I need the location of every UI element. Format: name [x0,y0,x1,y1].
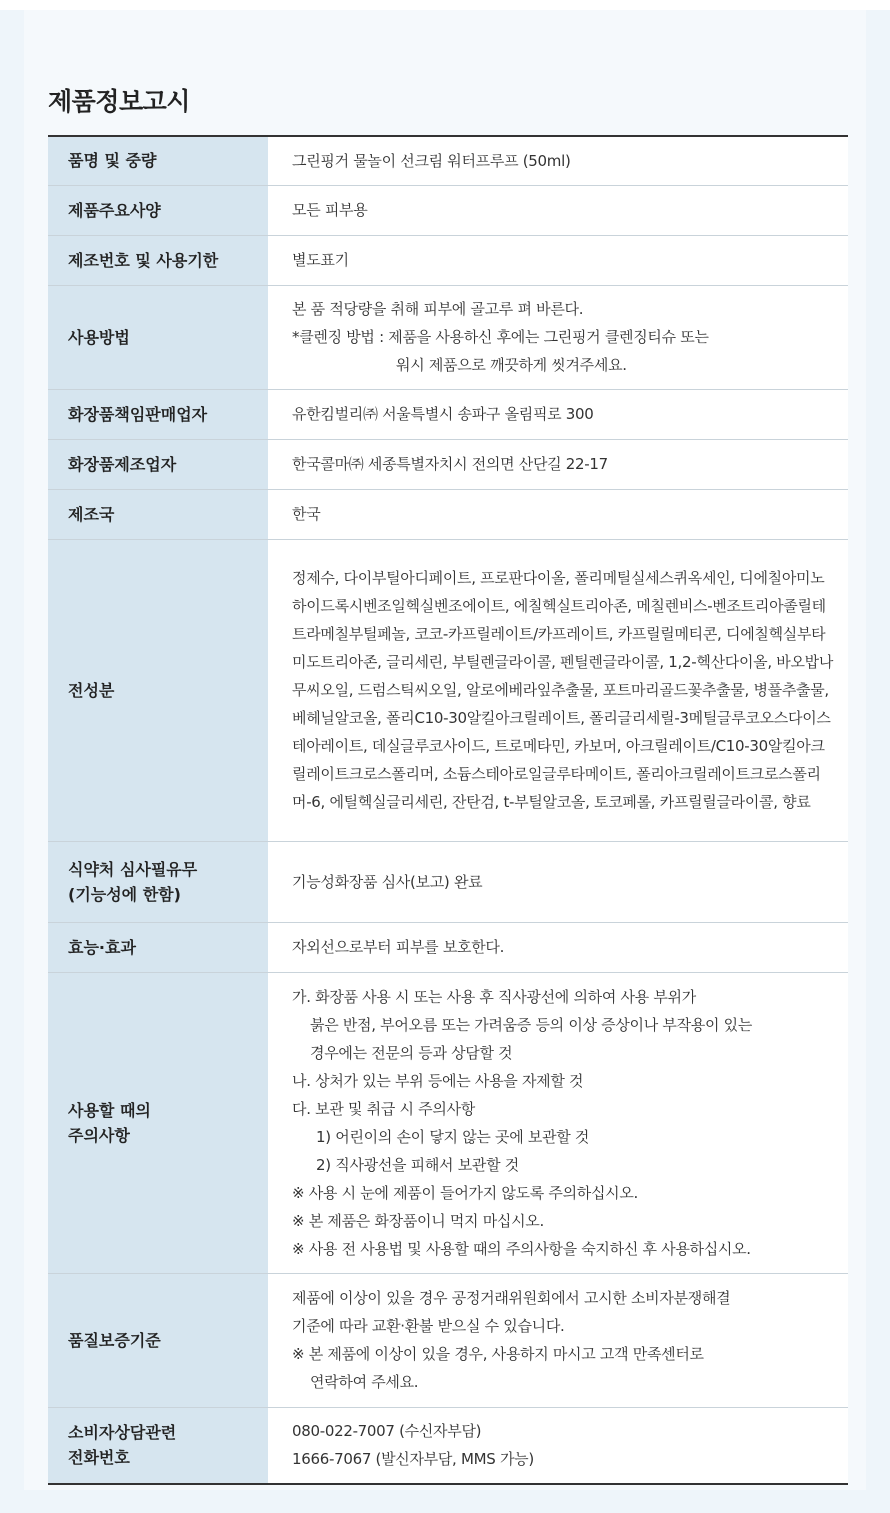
table-row-quality [48,1273,848,1407]
table-row-name [48,136,848,185]
quality-line: ※ 본 제품에 이상이 있을 경우, 사용하지 마시고 고객 만족센터로 [292,1345,704,1363]
contact-phone: 1666-7067 (발신자부담, MMS 가능) [292,1450,534,1469]
row-value: 정제수, 다이부틸아디페이트, 프로판다이올, 폴리메틸실세스퀴옥세인, 디에칠아미노하이드록시벤조일헥실벤조에이트, 에칠헥실트리아존, 메칠렌비스-벤조트리아졸릴테트라메칠부틸페놀, 코코-카프릴레이트/카프레이트, 카프릴릴메티콘, 디에칠헥실부타미도트리아존, 글리세린, 부틸렌글라이콜, 펜틸렌글라이콜, 1,2-헥산다이올, 바오밥나무씨오일, 드럼스틱씨오일, 알로에베라잎추출물, 포트마리골드꽃추출물, 병풀추출물, 베헤닐알코올, 폴리C10-30알킬아크릴레이트, 폴리글리세릴-3메틸글루코오스다이스테아레이트, 데실글루코사이드, 트로메타민, 카보머, 아크릴레이트/C10-30알킬아크릴레이트크로스폴리머, 소듐스테아로일글루타메이트, 폴리아크릴레이트크로스폴리머-6, 에틸헥실글리세린, 잔탄검, t-부틸알코올, 토코페롤, 카프릴릴글라이콜, 향료 [268,539,848,841]
page-title: 제품정보고시 [48,87,190,116]
usage-line: 본 품 적당량을 취해 피부에 골고루 펴 바른다. [292,300,584,318]
caution-line: 경우에는 전문의 등과 상담할 것 [310,1043,513,1062]
row-label: 화장품책임판매업자 [48,389,268,439]
table-row-caution [48,972,848,1273]
row-value [268,1407,848,1484]
table-row-ingredients [48,539,848,841]
row-label: 품명 및 중량 [48,136,268,185]
row-value [268,972,848,1273]
row-label: 전성분 [48,539,268,841]
caution-line: ※ 사용 시 눈에 제품이 들어가지 않도록 주의하십시오. [292,1183,639,1202]
table-row-efficacy [48,922,848,972]
caution-line: ※ 사용 전 사용법 및 사용할 때의 주의사항을 숙지하신 후 사용하십시오. [292,1239,751,1258]
row-label: 화장품제조업자 [48,439,268,489]
row-value: 모든 피부용 [268,185,848,235]
caution-line: 가. 화장품 사용 시 또는 사용 후 직사광선에 의하여 사용 부위가 [292,987,696,1006]
row-label: 효능·효과 [48,922,268,972]
quality-line: 연락하여 주세요. [310,1373,419,1391]
contact-phone: 080-022-7007 (수신자부담) [292,1422,482,1441]
row-value: 한국 [268,489,848,539]
row-label: 소비자상담관련 전화번호 [48,1407,268,1484]
table-row-lot [48,235,848,285]
product-info-table [48,135,848,1485]
row-value: 자외선으로부터 피부를 보호한다. [268,922,848,972]
quality-line: 기준에 따라 교환·환불 받으실 수 있습니다. [292,1317,565,1335]
row-label: 제조국 [48,489,268,539]
row-value: 한국콜마㈜ 세종특별자치시 전의면 산단길 22-17 [268,439,848,489]
row-label: 품질보증기준 [48,1273,268,1407]
row-label: 사용방법 [48,285,268,389]
row-value [268,1273,848,1407]
row-label: 제조번호 및 사용기한 [48,235,268,285]
caution-line: ※ 본 제품은 화장품이니 먹지 마십시오. [292,1211,544,1230]
table-row-contact [48,1407,848,1484]
row-value: 별도표기 [268,235,848,285]
row-label: 제품주요사양 [48,185,268,235]
table-row-country [48,489,848,539]
row-value: 기능성화장품 심사(보고) 완료 [268,841,848,922]
caution-line: 1) 어린이의 손이 닿지 않는 곳에 보관할 것 [316,1127,590,1146]
table-row-review [48,841,848,922]
usage-line: 워시 제품으로 깨끗하게 씻겨주세요. [396,356,627,374]
caution-line: 2) 직사광선을 피해서 보관할 것 [316,1155,519,1174]
table-row-seller [48,389,848,439]
table-row-usage [48,285,848,389]
table-row-maker [48,439,848,489]
usage-line: *클렌징 방법 : 제품을 사용하신 후에는 그린핑거 클렌징티슈 또는 [292,328,709,346]
row-value: 그린핑거 물놀이 선크림 워터프루프 (50ml) [268,136,848,185]
caution-line: 다. 보관 및 취급 시 주의사항 [292,1099,475,1118]
row-value: 유한킴벌리㈜ 서울특별시 송파구 올림픽로 300 [268,389,848,439]
row-label: 식약처 심사필유무 (기능성에 한함) [48,841,268,922]
row-value [268,285,848,389]
row-label: 사용할 때의 주의사항 [48,972,268,1273]
table-row-spec [48,185,848,235]
caution-line: 붉은 반점, 부어오름 또는 가려움증 등의 이상 증상이나 부작용이 있는 [310,1015,753,1034]
caution-line: 나. 상처가 있는 부위 등에는 사용을 자제할 것 [292,1071,584,1090]
top-band [0,0,890,10]
quality-line: 제품에 이상이 있을 경우 공정거래위원회에서 고시한 소비자분쟁해결 [292,1289,731,1307]
